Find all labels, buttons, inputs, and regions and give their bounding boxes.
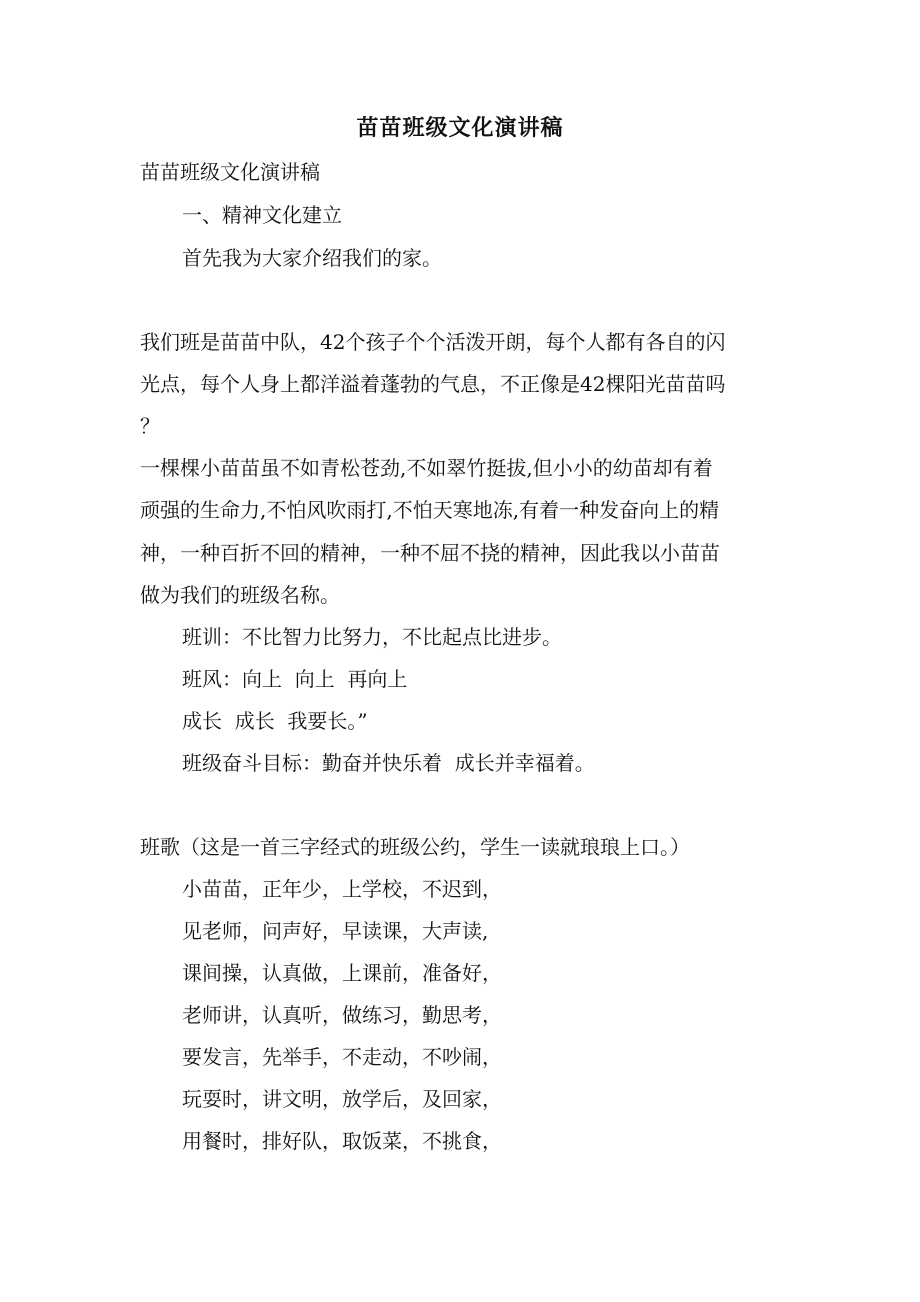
paragraph-1-line: ？ [140,414,160,438]
song-line: 课间操，认真做，上课前，准备好， [182,961,502,985]
class-style-line-2: 成长 成长 我要长。” [182,709,368,733]
section-heading: 一、精神文化建立 [182,203,342,227]
paragraph-2-line: 顽强的生命力,不怕风吹雨打,不怕天寒地冻,有着一种发奋向上的精 [140,498,720,522]
class-motto: 班训：不比智力比努力，不比起点比进步。 [182,625,562,649]
song-line: 用餐时，排好队，取饭菜，不挑食， [182,1129,502,1153]
paragraph-1-line: 光点，每个人身上都洋溢着蓬勃的气息，不正像是42棵阳光苗苗吗 [140,372,726,396]
class-style-line-1: 班风：向上 向上 再向上 [182,667,408,691]
song-line: 老师讲，认真听，做练习，勤思考， [182,1003,502,1027]
paragraph-2-line: 做为我们的班级名称。 [140,583,340,607]
song-line: 小苗苗，正年少，上学校，不迟到， [182,877,502,901]
paragraph-2-line: 一棵棵小苗苗虽不如青松苍劲,不如翠竹挺拔,但小小的幼苗却有着 [140,456,713,480]
intro-line: 首先我为大家介绍我们的家。 [182,246,442,270]
document-subtitle: 苗苗班级文化演讲稿 [140,160,320,184]
paragraph-2-line: 神，一种百折不回的精神，一种不屈不挠的精神，因此我以小苗苗 [140,541,720,565]
class-goal: 班级奋斗目标：勤奋并快乐着 成长并幸福着。 [182,751,595,775]
paragraph-1-line: 我们班是苗苗中队，42个孩子个个活泼开朗，每个人都有各自的闪 [140,330,726,354]
song-line: 要发言，先举手，不走动，不吵闹， [182,1045,502,1069]
document-title: 苗苗班级文化演讲稿 [356,115,564,141]
class-song-intro: 班歌（这是一首三字经式的班级公约，学生一读就琅琅上口。） [140,835,690,859]
song-line: 见老师，问声好，早读课，大声读, [182,919,489,943]
song-line: 玩耍时，讲文明，放学后，及回家， [182,1087,502,1111]
